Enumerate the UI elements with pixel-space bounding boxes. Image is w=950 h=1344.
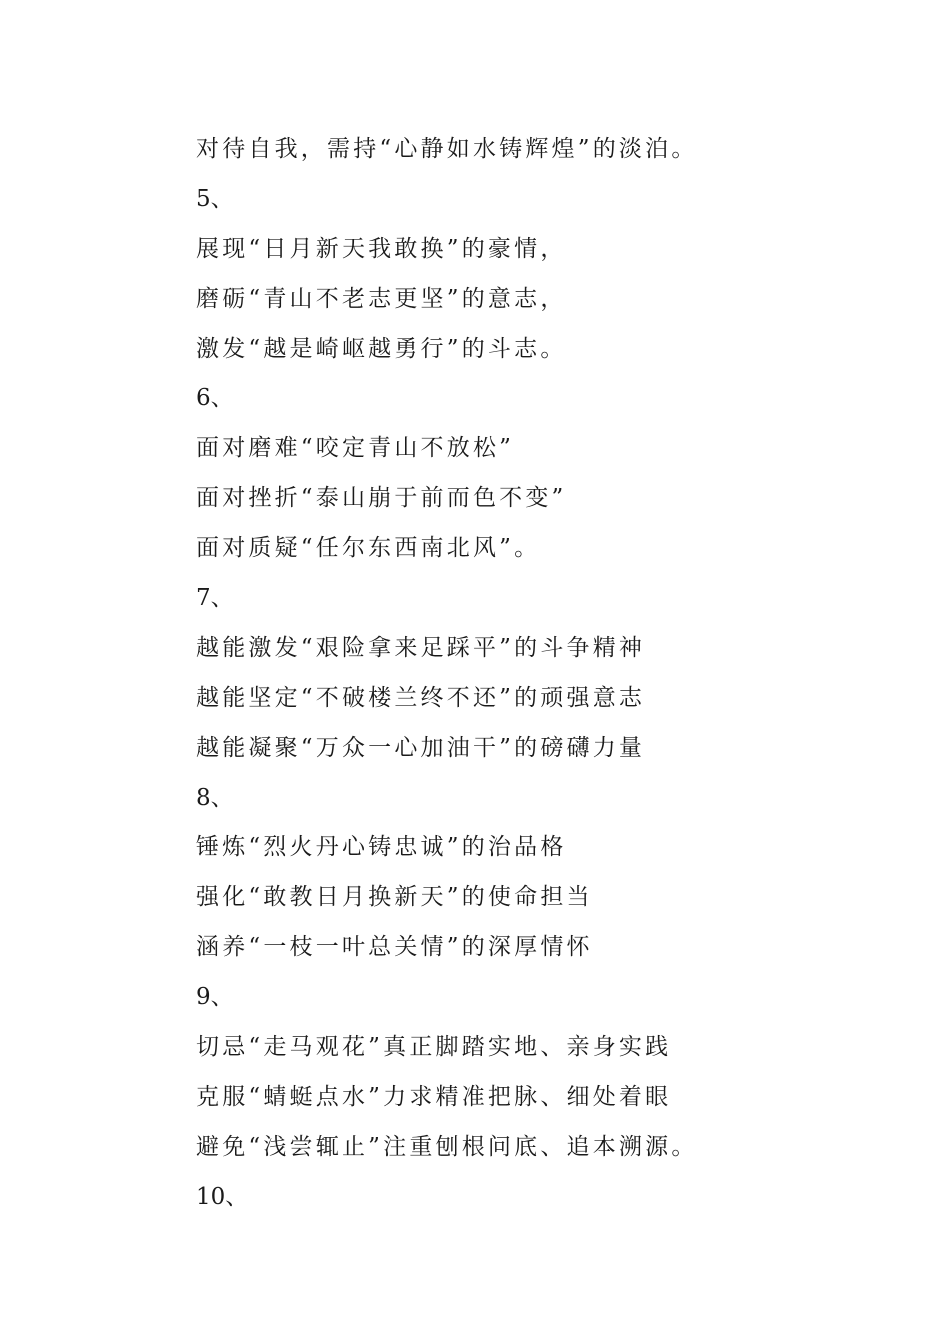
section-number: 6、: [196, 385, 234, 412]
text-line: 克服“蜻蜓点水”力求精准把脉、细处着眼: [196, 1083, 672, 1110]
text-line: 切忌“走马观花”真正脚踏实地、亲身实践: [196, 1034, 672, 1061]
text-line: 强化“敢教日月换新天”的使命担当: [196, 884, 593, 911]
text-line: 对待自我，需持“心静如水铸辉煌”的淡泊。: [196, 136, 698, 162]
document-body: [196, 125, 816, 1223]
text-line: 激发“越是崎岖越勇行”的斗志。: [196, 335, 567, 362]
text-line: 涵养“一枝一叶总关情”的深厚情怀: [196, 934, 593, 961]
text-line: 越能坚定“不破楼兰终不还”的顽强意志: [196, 684, 646, 711]
text-line: 越能凝聚“万众一心加油干”的磅礴力量: [196, 734, 646, 761]
text-line: 磨砺“青山不老志更坚”的意志，: [196, 285, 567, 312]
text-line: 展现“日月新天我敢换”的豪情，: [196, 235, 567, 262]
text-line: 面对质疑“任尔东西南北风”。: [196, 535, 541, 562]
text-line: 避免“浅尝辄止”注重刨根问底、追本溯源。: [196, 1133, 698, 1160]
text-line: 锤炼“烈火丹心铸忠诚”的治品格: [196, 834, 567, 861]
section-number: 8、: [196, 784, 234, 811]
section-number: 5、: [196, 185, 234, 212]
text-line: 面对挫折“泰山崩于前而色不变”: [196, 485, 567, 512]
section-number: 7、: [196, 585, 234, 612]
text-line: 越能激发“艰险拿来足踩平”的斗争精神: [196, 634, 646, 661]
section-number: 10、: [196, 1183, 249, 1210]
text-line: 面对磨难“咬定青山不放松”: [196, 435, 515, 462]
section-number: 9、: [196, 984, 234, 1011]
